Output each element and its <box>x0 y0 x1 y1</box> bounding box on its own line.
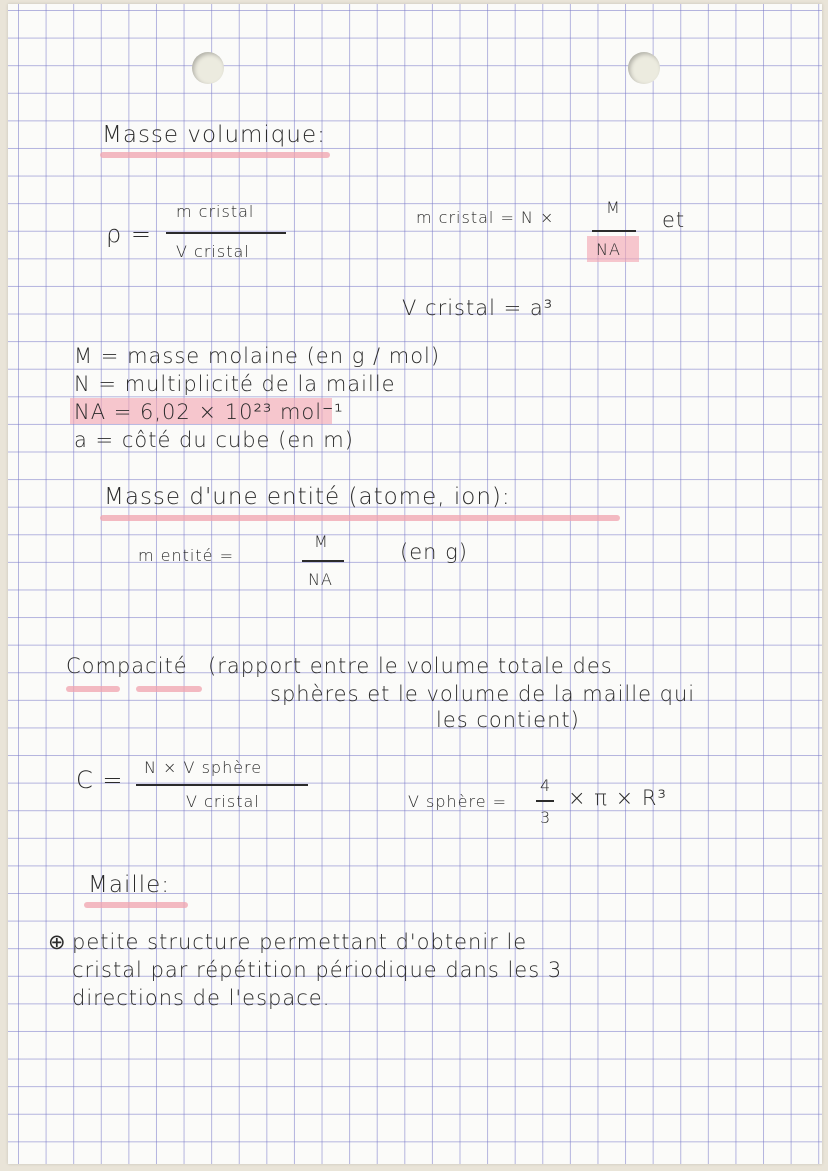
c-lhs: C = <box>76 766 124 794</box>
title-underline <box>136 686 202 692</box>
rho-denominator: V cristal <box>176 242 250 261</box>
c-denominator: V cristal <box>186 792 260 811</box>
section-title-compacite: Compacité <box>66 654 188 678</box>
punch-hole-right <box>628 52 660 84</box>
compacite-description-2: sphères et le volume de la maille qui <box>270 682 696 706</box>
m-cristal-numerator: M <box>606 198 621 217</box>
v-sphere-numerator: 4 <box>540 776 552 795</box>
punch-hole-left <box>192 52 224 84</box>
maille-line-1: petite structure permettant d'obtenir le <box>72 930 528 954</box>
c-numerator: N × V sphère <box>144 758 263 777</box>
definition-N: N = multiplicité de la maille <box>74 372 396 396</box>
title-underline <box>100 515 620 521</box>
m-cristal-lhs: m cristal = N × <box>416 208 555 227</box>
rho-numerator: m cristal <box>176 202 255 221</box>
m-entite-lhs: m entité = <box>138 546 234 565</box>
definition-M: M = masse molaine (en g / mol) <box>74 344 441 368</box>
title-underline <box>84 902 188 908</box>
v-sphere-lhs: V sphère = <box>408 792 508 811</box>
fraction-bar <box>136 784 308 786</box>
section-title-maille: Maille: <box>88 872 171 898</box>
fraction-bar <box>592 230 636 232</box>
title-underline <box>100 152 330 158</box>
m-entite-denominator: NA <box>308 570 333 589</box>
m-cristal-denominator: NA <box>596 240 621 259</box>
v-sphere-rest: × π × R³ <box>568 786 667 810</box>
fraction-bar <box>302 560 344 562</box>
section-title-masse-entite: Masse d'une entité (atome, ion): <box>104 484 511 510</box>
compacite-description-3: les contient) <box>436 708 580 732</box>
bullet-icon: ⊕ <box>48 930 67 954</box>
m-entite-unit: (en g) <box>400 540 468 564</box>
v-sphere-denominator: 3 <box>540 808 552 827</box>
compacite-description-1: (rapport entre le volume totale des <box>208 654 613 678</box>
m-entite-numerator: M <box>314 532 329 551</box>
et-word: et <box>662 208 686 232</box>
fraction-bar <box>536 800 554 802</box>
title-underline <box>66 686 120 692</box>
definition-a: a = côté du cube (en m) <box>74 428 354 452</box>
section-title-masse-volumique: Masse volumique: <box>102 122 326 148</box>
rho-lhs: ρ = <box>106 220 152 248</box>
definition-NA: NA = 6,02 × 10²³ mol⁻¹ <box>74 400 344 424</box>
maille-line-2: cristal par répétition périodique dans les 3 <box>72 958 563 982</box>
fraction-bar <box>166 232 286 234</box>
v-cristal-formula: V cristal = a³ <box>402 296 554 320</box>
maille-line-3: directions de l'espace. <box>72 986 331 1010</box>
